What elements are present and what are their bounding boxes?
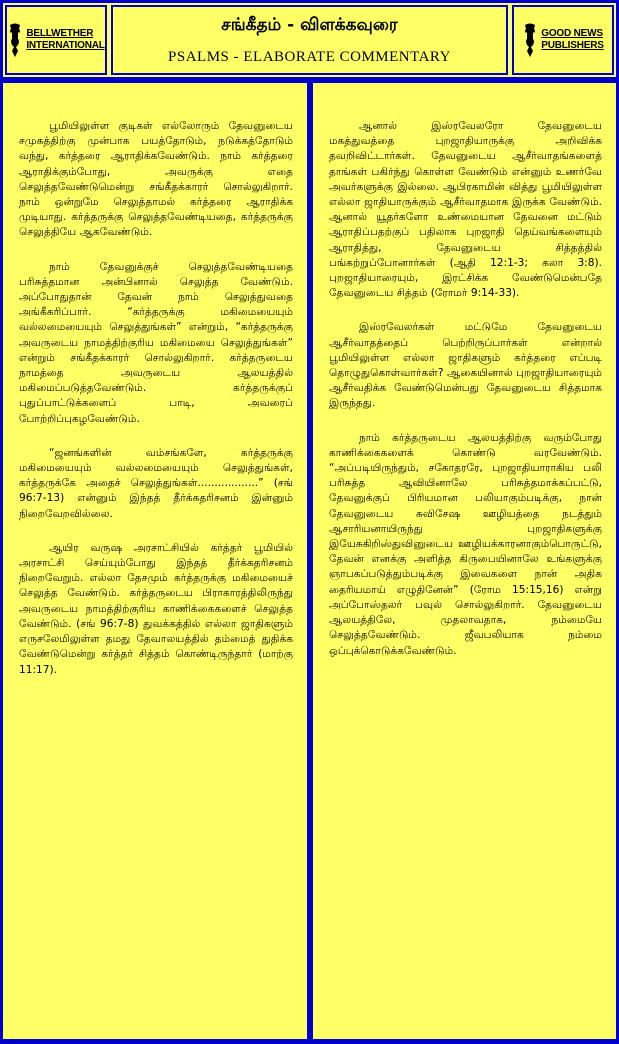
- left-column: [3, 83, 307, 1039]
- title-english: PSALMS - ELABORATE COMMENTARY: [168, 49, 451, 65]
- logo-line-2: INTERNATIONAL: [26, 40, 105, 51]
- good-news-logo: [512, 5, 614, 75]
- logo-line-1: BELLWETHER: [26, 28, 94, 39]
- paragraph: “ஜனங்களின் வம்சங்களே, கர்த்தருக்கு மகிமையையும் வல்லமையையும் செலுத்துங்கள், கர்த்தருக்கே அதைச் செலுத்துங்கள்..................” (சங் 96:7-13) என்னும் இந்தத் தீர்க்கதரிசனம் இன்னும் நிறைவேறவில்லை.: [19, 446, 293, 520]
- paragraph: இஸ்ரவேலர்கள் மட்டுமே தேவனுடைய ஆசீர்வாதத்தைப் பெற்றிருப்பார்கள் என்றால் பூமியிலுள்ள எல்லா ஜாதிகளும் கர்த்தரை எப்படி தொழுதுகொள்வார்கள்? ஆகையினால் புறஜாதியாரையும் ஆசீர்வதிக்க வேண்டுமென்பது தேவனுடைய சித்தமாக இருந்தது.: [329, 321, 602, 410]
- bellwether-logo-text: [26, 28, 104, 52]
- logo-line-2: PUBLISHERS: [541, 40, 604, 51]
- right-column: [313, 83, 616, 1039]
- paragraph: நாம் தேவனுக்குச் செலுத்தவேண்டியதை பரிசுத்தமான அன்பினால் செலுத்த வேண்டும். அப்போதுதான் தேவன் நாம் செலுத்துவதை அங்கீகரிப்பார். “கர்த்தருக்கு மகிமையையும் வல்லமையையும் செலுத்துங்கள்” என்றும், “கர்த்தருக்கு அவருடைய நாமத்திற்குரிய மகிமையை செலுத்துங்கள்” என்றும் சங்கீதக்காரர் சொல்லுகிறார். கர்த்தருடைய நாமத்தை அவருடைய ஆலயத்தில் மகிமைப்படுத்தவேண்டும். கர்த்தருக்குப் புதுப்பாட்டுக்களைப் பாடி, அவரைப் போற்றிப்புகழவேண்டும்.: [19, 260, 293, 425]
- paragraph: பூமியிலுள்ள குடிகள் எல்லோரும் தேவனுடைய சமுகத்திற்கு முன்பாக பயத்தோடும், நடுக்கத்தோடும் வந்து, கர்த்தரை ஆராதிக்கவேண்டும். நாம் கர்த்தரை ஆராதிக்கும்போது, அவருக்கு எதை செலுத்தவேண்டுமென்று சங்கீதக்காரர் சொல்லுகிறார். நாம் ஒன்றுமே செலுத்தாமல் கர்த்தரை ஆராதிக்க முடியாது. கர்த்தருக்கு செலுத்தவேண்டியதை, கர்த்தருக்கு செலுத்தியே ஆகவேண்டும்.: [19, 120, 293, 239]
- ram-head-icon: [522, 23, 538, 57]
- title-tamil: சங்கீதம் - விளக்கவுரை: [221, 15, 398, 35]
- paragraph: ஆயிர வருஷ அரசாட்சியில் கர்த்தர் பூமியில் அரசாட்சி செய்யும்போது இந்தத் தீர்க்கதரிசனம் நிறைவேறும். எல்லா தேசமும் கர்த்தருக்கு மகிமையைச் செலுத்த வேண்டும். கர்த்தருடைய பிராகாரத்திலிருந்து அவருடைய நாமத்திற்குரிய காணிக்கைகளைச் செலுத்த வேண்டும். (சங் 96:7-8) துவக்கத்தில் எல்லா ஜாதிகளும் எருசலேமிலுள்ள தமது தேவாலயத்தில் தம்மைத் துதிக்க வேண்டுமென்று கர்த்தர் சித்தம் கொண்டிருந்தார் (மாற்கு 11:17).: [19, 541, 293, 676]
- paragraph: ஆனால் இஸ்ரவேலரோ தேவனுடைய மகத்துவத்தை புறஜாதியாருக்கு அறிவிக்க தவறிவிட்டார்கள். தேவனுடைய ஆசீர்வாதங்களைத் தாங்கள் பகிர்ந்து கொள்ள வேண்டும் என்னும் உணர்வே அவர்களுக்கு இல்லை. ஆபிரகாமின் வித்து பூமியிலுள்ள எல்லா ஜாதியாருக்கும் ஆசீர்வாதமாக இருக்க வேண்டும். ஆனால் யூதர்களோ உண்மையான தேவனை மட்டும் ஆராதிப்பதற்குப் பதிலாக புறஜாதி தெய்வங்களையும் ஆராதித்து, தேவனுடைய சித்தத்தில் பங்கற்றுப்போனார்கள் (ஆதி 12:1-3; கலா 3:8). புறஜாதியாரையும், இரட்சிக்க வேண்டுமென்பதே தேவனுடைய சித்தம் (ரோமர் 9:14-33).: [329, 120, 602, 300]
- bellwether-logo: [5, 5, 107, 75]
- title-box: [111, 5, 508, 75]
- good-news-logo-text: [541, 28, 603, 52]
- logo-line-1: GOOD NEWS: [541, 28, 603, 39]
- paragraph: நாம் கர்த்தருடைய ஆலயத்திற்கு வரும்போது காணிக்கைகளைக் கொண்டு வரவேண்டும். “அப்படியிருந்தும், சகோதரரே, புறஜாதியாராகிய பலி பரிசுத்த ஆவியினாலே பரிசுத்தமாக்கப்பட்டு, தேவனுக்குப் பிரியமான பலியாகும்படிக்கு, நான் தேவனுடைய சுவிசேஷ ஊழியத்தை நடத்தும் ஆசாரியனாயிருந்து புறஜாதிகளுக்கு இயேசுகிறிஸ்துவினுடைய ஊழியக்காரனாகும்பொருட்டு, தேவன் எனக்கு அளித்த கிருபையினாலே உங்களுக்கு ஞாபகப்படுத்தும்படிக்கு இவைகளை நான் அதிக தைரியமாய் எழுதினேன்” (ரோம 15:15,16) என்று அப்போஸ்தலர் பவுல் சொல்லுகிறார். தேவனுடைய ஆலயத்திலே, முதலாவதாக, நம்மையே செலுத்தவேண்டும். ஜீவபலியாக நம்மை ஒப்புக்கொடுக்கவேண்டும்.: [329, 431, 602, 657]
- header-banner: [3, 3, 616, 77]
- ram-head-icon: [7, 23, 23, 57]
